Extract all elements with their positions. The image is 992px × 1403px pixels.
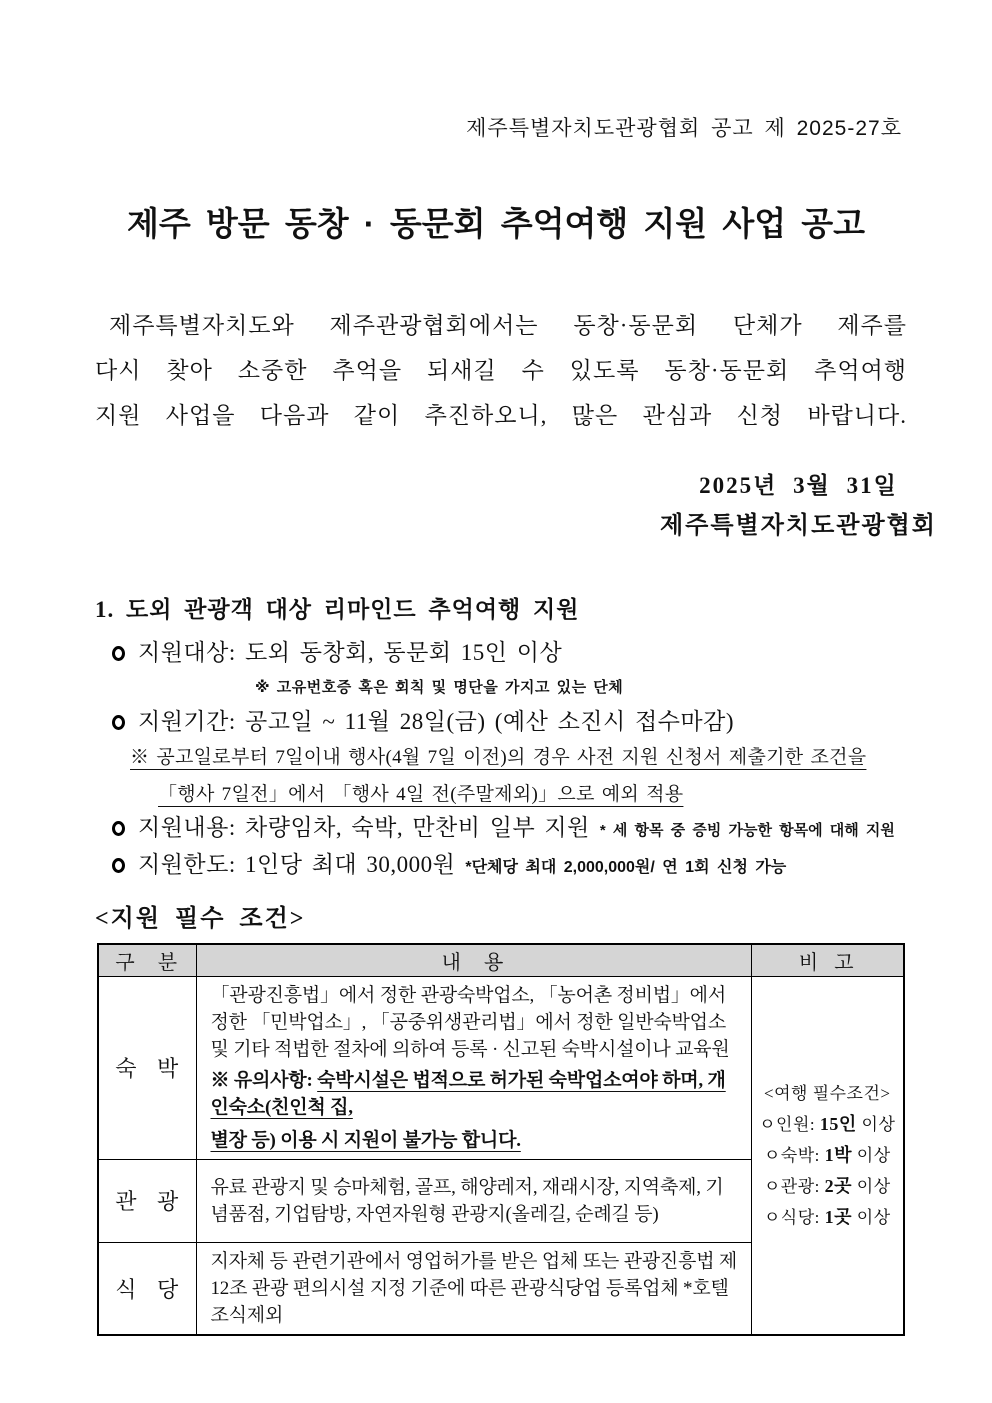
signature-block [660,466,937,546]
condition-label: ㅇ숙박: [763,1145,825,1165]
table-header-row [98,944,904,976]
section-1-heading: 1. 도외 관광객 대상 리마인드 추억여행 지원 [95,597,580,622]
condition-label: ㅇ인원: [759,1114,820,1134]
bullet-text: 지원한도: 1인당 최대 30,000원 [138,852,456,877]
condition-value: 1박 [824,1144,853,1165]
condition-suffix: 이상 [856,1114,896,1134]
condition-value: 1곳 [824,1206,853,1227]
table-row-lodging [98,976,904,1159]
condition-value: 15인 [819,1113,857,1134]
header-category: 구 분 [98,944,196,976]
caution-label: ※ 유의사항: [210,1069,318,1091]
intro-line: 다시 찾아 소중한 추억을 되새길 수 있도록 동창·동문회 추억여행 [95,358,907,383]
support-target-note: ※ 고유번호증 혹은 회칙 및 명단을 가지고 있는 단체 [255,679,624,696]
restaurant-content-cell: 지자체 등 관련기관에서 영업허가를 받은 업체 또는 관광진흥법 제12조 관광 편의시설 지정 기준에 따른 관광식당업 등록업체 *호텔조식제외 [196,1242,751,1335]
caution-underline-line2: 별장 등) 이용 시 지원이 불가능 합니다. [210,1129,521,1151]
category-lodging: 숙 박 [98,976,196,1159]
lodging-caution [211,1067,739,1154]
period-exception-note-line1: ※ 공고일로부터 7일이내 행사(4월 7일 이전)의 경우 사전 지원 신청서 제출기한 조건을 [130,747,867,768]
circle-bullet-icon [112,715,125,730]
bullet-support-target [112,634,562,667]
condition-suffix: 이상 [852,1145,891,1165]
condition-lodging [756,1140,900,1171]
tour-content-cell: 유료 관광지 및 승마체험, 골프, 해양레저, 재래시장, 지역축제, 기념품점, 기업탐방, 자연자원형 관광지(올레길, 순례길 등) [196,1159,751,1242]
category-restaurant: 식 당 [98,1242,196,1335]
required-conditions-table [97,943,905,1336]
announcement-date: 2025년 3월 31일 [699,473,898,498]
support-content-inline-note: * 세 항목 중 증빙 가능한 항목에 대해 지원 [599,822,895,839]
category-tour: 관 광 [98,1159,196,1242]
condition-label: ㅇ식당: [763,1207,825,1227]
circle-bullet-icon [112,821,125,836]
lodging-description: 「관광진흥법」에서 정한 관광숙박업소, 「농어촌 정비법」에서 정한 「민박업소」, 「공중위생관리법」에서 정한 일반숙박업소 및 기타 적법한 절차에 의하여 등록 · 신고된 숙박시설이나 교육원 [210,984,730,1060]
condition-restaurant [756,1202,900,1233]
intro-paragraph [95,303,907,438]
bullet-support-limit [112,846,786,879]
condition-suffix: 이상 [852,1176,891,1196]
bullet-text: 지원내용: 차량임차, 숙박, 만찬비 일부 지원 [138,815,590,840]
bullet-support-content [112,809,895,842]
caution-underline-line1: 숙박시설은 법적으로 허가된 숙박업소여야 하며, 개인숙소(친인척 집, [210,1069,726,1118]
intro-line: 지원 사업을 다음과 같이 추진하오니, 많은 관심과 신청 바랍니다. [95,403,907,428]
table-caption: <지원 필수 조건> [95,906,306,932]
header-remark: 비 고 [751,944,904,976]
bullet-support-period [112,703,734,736]
support-limit-inline-note: *단체당 최대 2,000,000원/ 연 1회 신청 가능 [465,859,787,876]
lodging-content-cell [196,976,751,1159]
bullet-text: 지원대상: 도외 동창회, 동문회 15인 이상 [138,640,563,665]
condition-tour [756,1171,900,1202]
document-number: 제주특별자치도관광협회 공고 제 2025-27호 [466,117,902,140]
circle-bullet-icon [112,858,125,873]
condition-value: 2곳 [824,1175,853,1196]
period-exception-note-line2: 「행사 7일전」에서 「행사 4일 전(주말제외)」으로 예외 적용 [158,784,684,805]
condition-people [756,1109,900,1140]
bullet-text: 지원기간: 공고일 ~ 11월 28일(금) (예산 소진시 접수마감) [138,709,735,734]
intro-line: 제주특별자치도와 제주관광협회에서는 동창·동문회 단체가 제주를 [109,313,907,338]
condition-label: ㅇ관광: [763,1176,825,1196]
page-title: 제주 방문 동창 · 동문회 추억여행 지원 사업 공고 [126,205,866,242]
issuing-organization: 제주특별자치도관광협회 [659,513,937,539]
circle-bullet-icon [112,646,125,661]
remark-cell [751,976,904,1335]
travel-conditions-title: <여행 필수조건> [764,1083,891,1103]
header-content: 내 용 [196,944,751,976]
condition-suffix: 이상 [852,1207,891,1227]
